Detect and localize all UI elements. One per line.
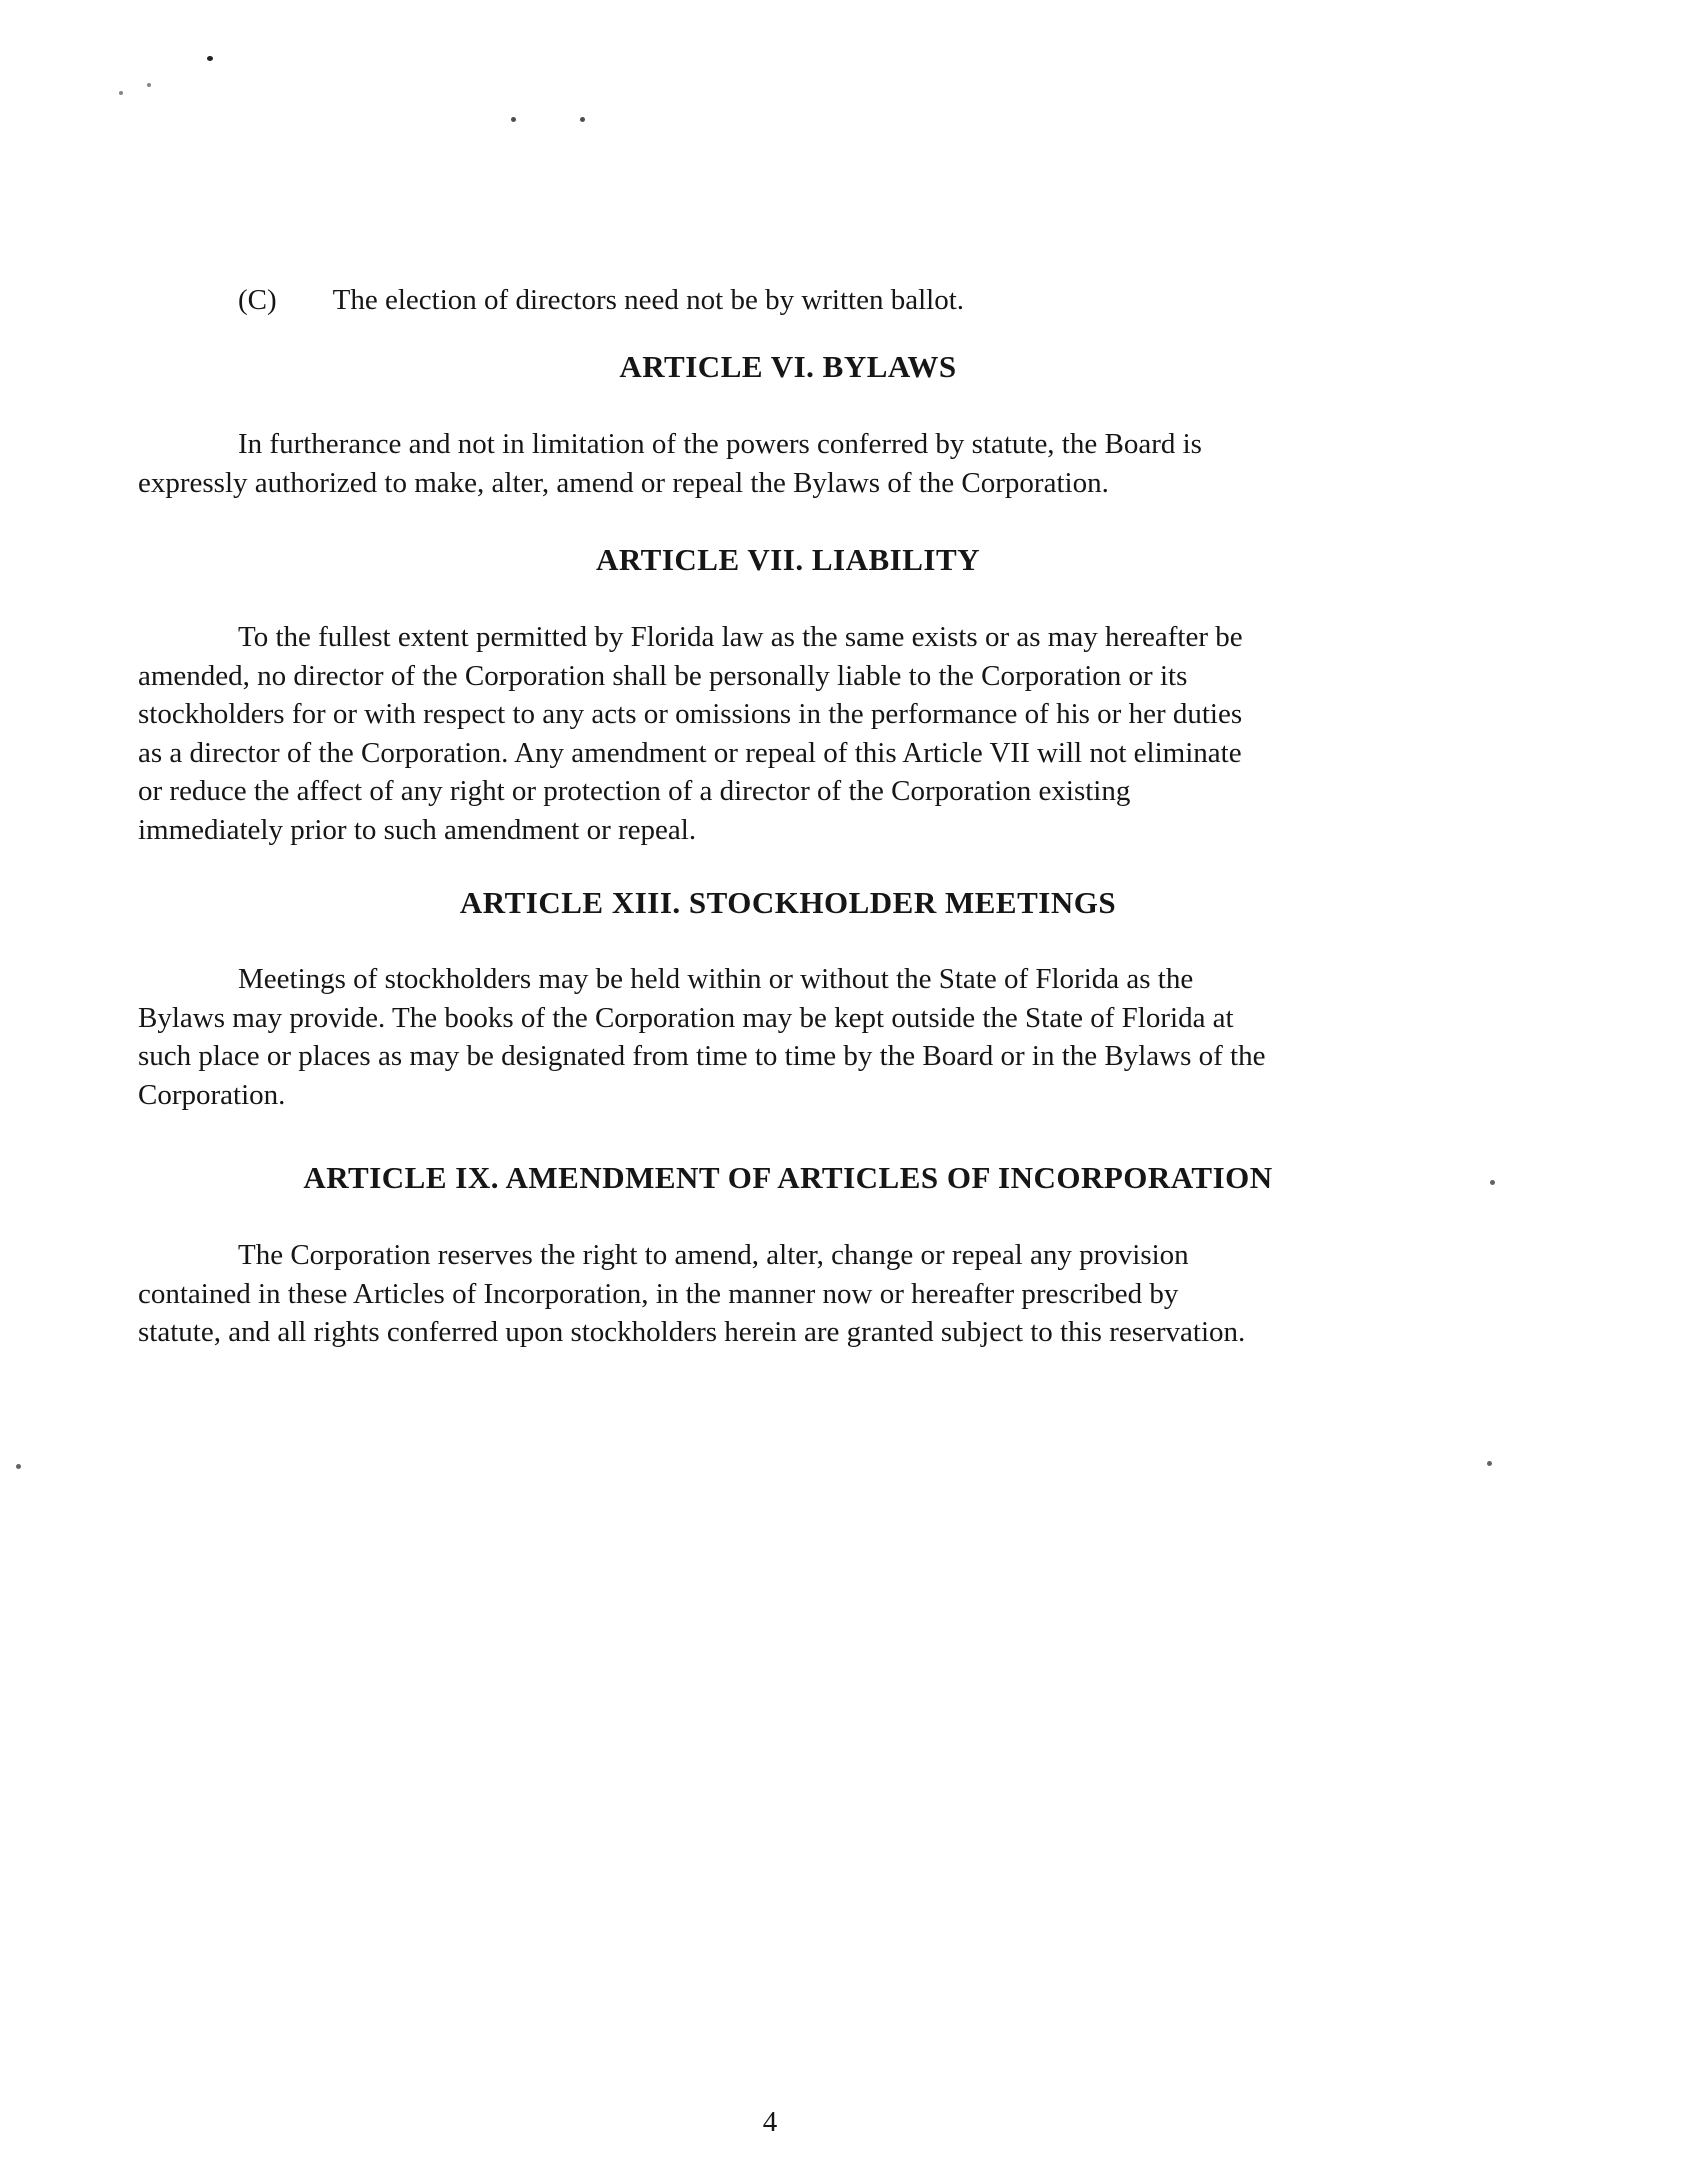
scan-speck (16, 1464, 21, 1469)
clause-c-line (138, 281, 1438, 319)
article-xiii-heading: ARTICLE XIII. STOCKHOLDER MEETINGS (459, 885, 1117, 920)
scan-speck (580, 117, 585, 122)
article-vii-paragraph: To the fullest extent permitted by Florida law as the same exists or as may hereafter be amended, no director of the Corporation shall be personally liable to the Corporation or its stockholders for or with respect to any acts or omissions in the performance of his or her duties as a director of the Corporation. Any amendment or repeal of this Article VII will not eliminate or reduce the affect of any right or protection of a director of the Corporation existing immediately prior to such amendment or repeal. (138, 621, 1243, 846)
article-ix-heading: ARTICLE IX. AMENDMENT OF ARTICLES OF INCORPORATION (303, 1160, 1273, 1195)
article-vi-paragraph: In furtherance and not in limitation of the powers conferred by statute, the Board is expressly authorized to make, alter, amend or repeal the Bylaws of the Corporation. (138, 428, 1202, 499)
article-vi-heading: ARTICLE VI. BYLAWS (619, 349, 957, 384)
clause-c-label: (C) (238, 284, 277, 316)
scan-speck (511, 117, 516, 122)
scan-speck (119, 91, 123, 95)
scan-speck (147, 83, 151, 87)
scan-speck (1487, 1461, 1492, 1466)
page-number: 4 (762, 2106, 778, 2138)
scan-speck (207, 56, 213, 61)
clause-c-text: The election of directors need not be by written ballot. (332, 284, 965, 316)
article-vii-heading: ARTICLE VII. LIABILITY (595, 542, 981, 577)
article-xiii-paragraph: Meetings of stockholders may be held within or without the State of Florida as the Bylaws may provide. The books of the Corporation may be kept outside the State of Florida at such place or places as may be designated from time to time by the Board or in the Bylaws of the Corporation. (138, 963, 1266, 1111)
article-ix-paragraph: The Corporation reserves the right to amend, alter, change or repeal any provision contained in these Articles of Incorporation, in the manner now or hereafter prescribed by statute, and all rights conferred upon stockholders herein are granted subject to this reservation. (138, 1239, 1246, 1348)
scan-speck (1490, 1180, 1495, 1185)
